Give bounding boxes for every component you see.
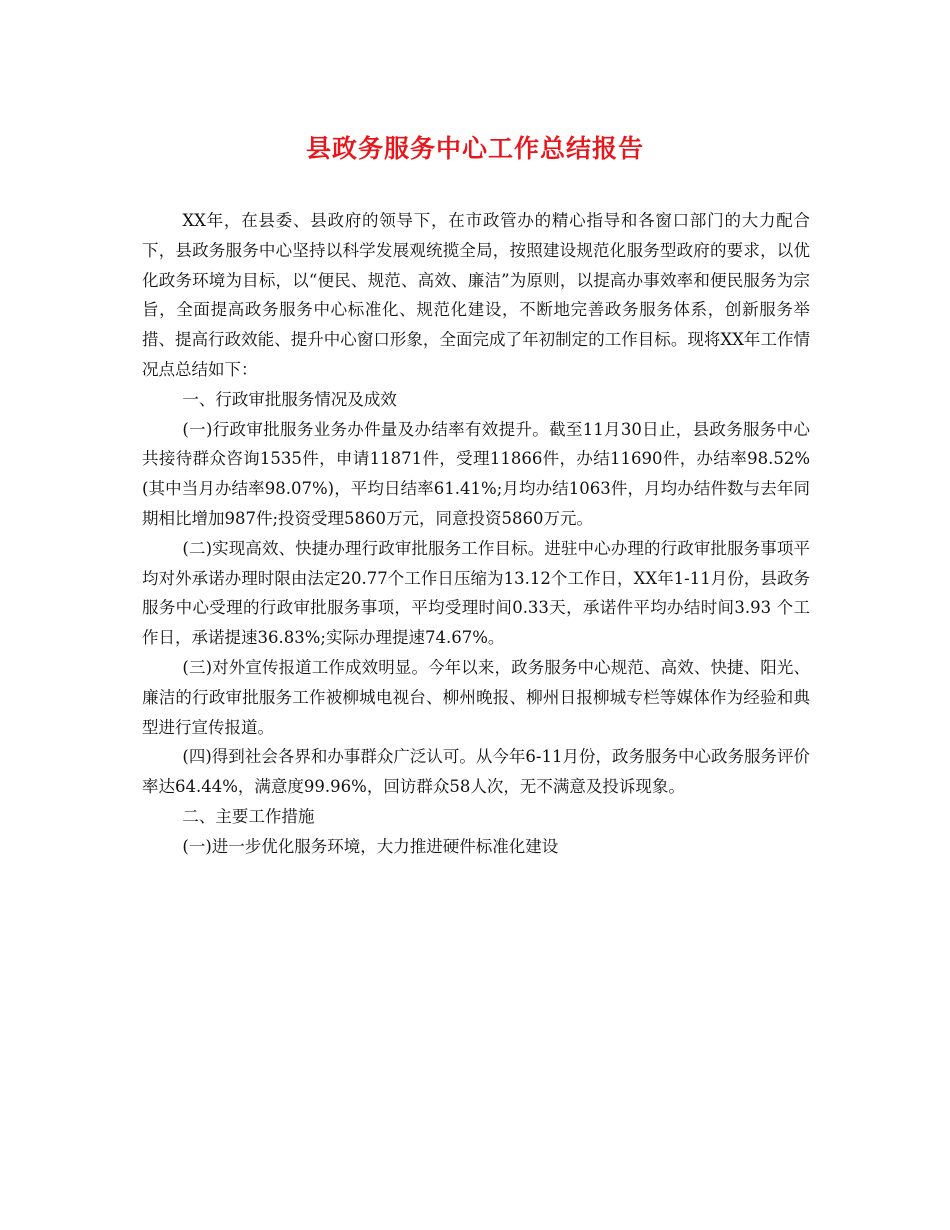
- section-heading-1: 一、行政审批服务情况及成效: [182, 389, 397, 409]
- paragraph-1-3: (三)对外宣传报道工作成效明显。今年以来，政务服务中心规范、高效、快捷、阳光、廉洁的行政审批服务工作被柳城电视台、柳州晚报、柳州日报柳城专栏等媒体作为经验和典型进行宣传报道。: [142, 657, 810, 737]
- paragraph-2-1: (一)进一步优化服务环境，大力推进硬件标准化建设: [182, 836, 559, 856]
- paragraph-intro: XX年，在县委、县政府的领导下，在市政管办的精心指导和各窗口部门的大力配合下，县政务服务中心坚持以科学发展观统揽全局，按照建设规范化服务型政府的要求，以优化政务环境为目标，以“便民、规范、高效、廉洁”为原则，以提高办事效率和便民服务为宗旨，全面提高政务服务中心标准化、规范化建设，不断地完善政务服务体系，创新服务举措、提高行政效能、提升中心窗口形象，全面完成了年初制定的工作目标。现将XX年工作情况点总结如下：: [142, 211, 810, 379]
- document-title: 县政务服务中心工作总结报告: [305, 134, 644, 163]
- document-body: [142, 206, 810, 862]
- section-heading-2: 二、主要工作措施: [182, 806, 315, 826]
- paragraph-1-1: (一)行政审批服务业务办件量及办结率有效提升。截至11月30日止，县政务服务中心共接待群众咨询1535件，申请11871件，受理11866件，办结11690件，办结率98.52%(其中当月办结率98.07%)，平均日结率61.41%;月均办结1063件，月均办结件数与去年同期相比增加987件;投资受理5860万元，同意投资5860万元。: [142, 419, 810, 528]
- paragraph-1-2: (二)实现高效、快捷办理行政审批服务工作目标。进驻中心办理的行政审批服务事项平均对外承诺办理时限由法定20.77个工作日压缩为13.12个工作日，XX年1-11月份，县政务服务中心受理的行政审批服务事项，平均受理时间0.33天，承诺件平均办结时间3.93 个工作日，承诺提速36.83%;实际办理提速74.67%。: [142, 538, 810, 648]
- paragraph-1-4: (四)得到社会各界和办事群众广泛认可。从今年6-11月份，政务服务中心政务服务评价率达64.44%，满意度99.96%，回访群众58人次，无不满意及投诉现象。: [142, 747, 810, 797]
